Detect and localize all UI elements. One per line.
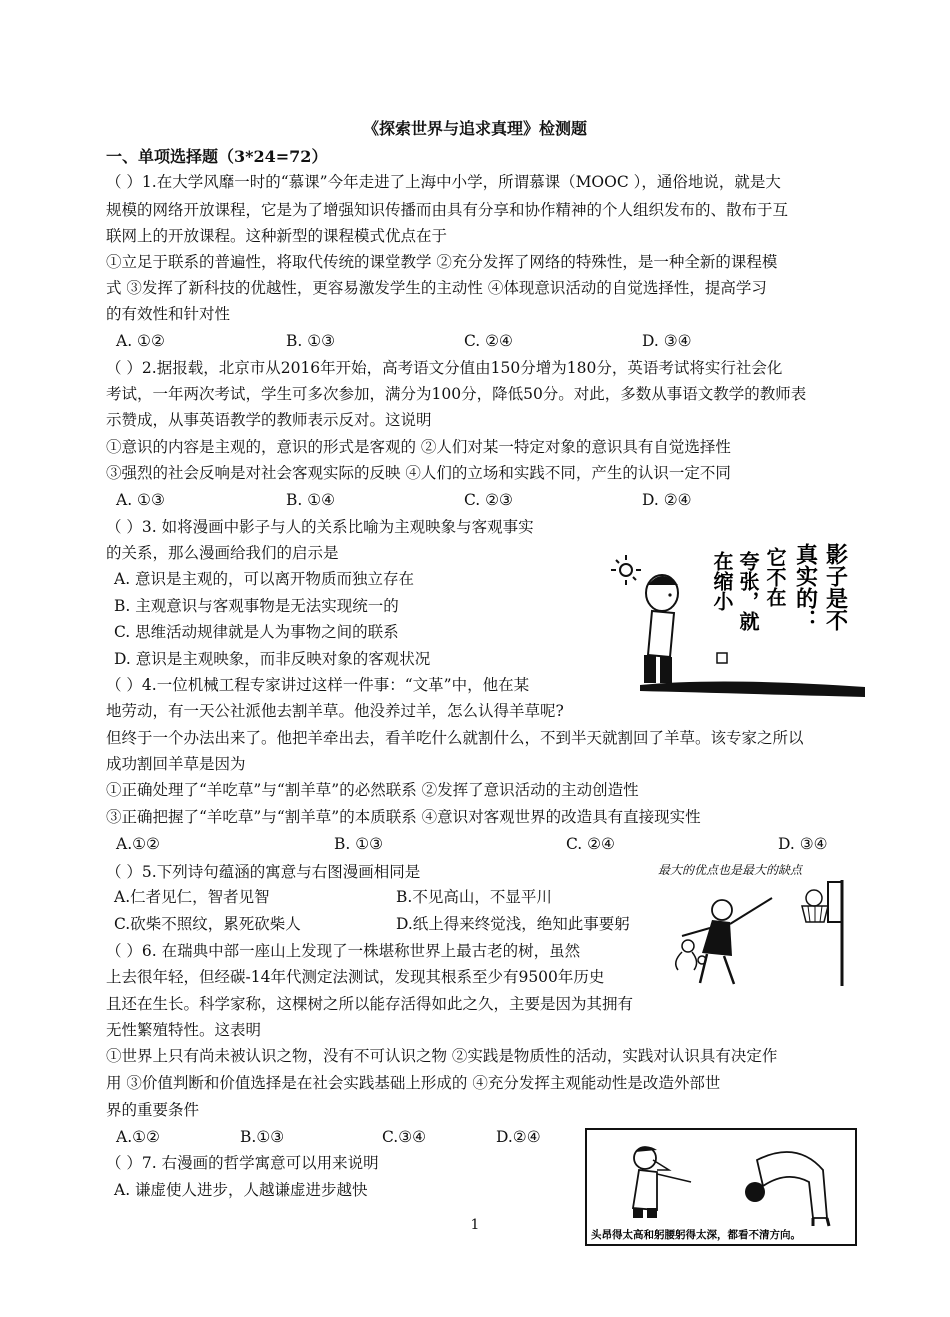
q3-line: （ ）3. 如将漫画中影子与人的关系比喻为主观映象与客观事实 bbox=[106, 518, 534, 536]
q2-option-c: C. ②③ bbox=[464, 491, 513, 509]
q4-line: （ ）4.一位机械工程专家讲过这样一件事：“文革”中，他在某 bbox=[106, 676, 530, 694]
cartoon-text-col4: 夸张，就 bbox=[736, 551, 760, 631]
q3-option-a: A. 意识是主观的，可以离开物质而独立存在 bbox=[114, 570, 415, 588]
q2-line: ①意识的内容是主观的，意识的形式是客观的 ②人们对某一特定对象的意识具有自觉选择性 bbox=[106, 438, 731, 456]
cartoon-caption: 最大的优点也是最大的缺点 bbox=[658, 863, 803, 877]
q1-option-c: C. ②④ bbox=[464, 332, 513, 350]
q6-line: 且还在生长。科学家称，这棵树之所以能存活得如此之久，主要是因为其拥有 bbox=[106, 995, 634, 1013]
q4-line: ①正确处理了“羊吃草”与“割羊草”的必然联系 ②发挥了意识活动的主动创造性 bbox=[106, 781, 639, 799]
q2-option-b: B. ①④ bbox=[286, 491, 336, 509]
q5-option-d: D.纸上得来终觉浅，绝知此事要躬 bbox=[396, 915, 630, 933]
page-number: 1 bbox=[470, 1217, 480, 1233]
q4-option-b: B. ①③ bbox=[334, 835, 384, 853]
q1-option-d: D. ③④ bbox=[642, 332, 692, 350]
q3-line: 的关系，那么漫画给我们的启示是 bbox=[106, 544, 339, 562]
q6-line: 上去很年轻，但经碳-14年代测定法测试，发现其根系至少有9500年历史 bbox=[106, 968, 605, 986]
cartoon-text-col1: 影子是不 bbox=[822, 543, 848, 631]
q2-option-d: D. ②④ bbox=[642, 491, 692, 509]
q5-option-c: C.砍柴不照纹，累死砍柴人 bbox=[114, 915, 301, 933]
basketball-cartoon bbox=[652, 858, 864, 988]
cartoon-text-col3: 它不在 bbox=[763, 547, 787, 607]
q1-option-b: B. ①③ bbox=[286, 332, 336, 350]
q6-option-d: D.②④ bbox=[496, 1128, 541, 1146]
q7-option-a: A. 谦虚使人进步，人越谦虚进步越快 bbox=[114, 1181, 368, 1199]
q3-option-c: C. 思维活动规律就是人为事物之间的联系 bbox=[114, 623, 399, 641]
q2-option-a: A. ①③ bbox=[116, 491, 165, 509]
q5-line: （ ）5.下列诗句蕴涵的寓意与右图漫画相同是 bbox=[106, 863, 421, 881]
q5-option-a: A.仁者见仁，智者见智 bbox=[114, 888, 270, 906]
q7-line: （ ）7. 右漫画的哲学寓意可以用来说明 bbox=[106, 1154, 379, 1172]
q2-line: （ ）2.据报载，北京市从2016年开始，高考语文分值由150分增为180分，英语考试将实行社会化 bbox=[106, 359, 783, 377]
q1-line: （ ）1.在大学风靡一时的“慕课”今年走进了上海中小学，所谓慕课（MOOC ），通俗地说，就是大 bbox=[106, 173, 781, 191]
q6-option-b: B.①③ bbox=[240, 1128, 285, 1146]
q1-line: 式 ③发挥了新科技的优越性，更容易激发学生的主动性 ④体现意识活动的自觉选择性，提高学习 bbox=[106, 279, 767, 297]
shadow-cartoon bbox=[600, 515, 868, 700]
section-heading: 一、单项选择题（3*24=72） bbox=[106, 147, 328, 166]
q2-line: 示赞成，从事英语教学的教师表示反对。这说明 bbox=[106, 411, 432, 429]
q6-line: （ ）6. 在瑞典中部一座山上发现了一株堪称世界上最古老的树，虽然 bbox=[106, 942, 581, 960]
q1-option-a: A. ①② bbox=[116, 332, 165, 350]
q4-option-a: A.①② bbox=[116, 835, 160, 853]
q1-line: 规模的网络开放课程，它是为了增强知识传播而由具有分享和协作精神的个人组织发布的、散布于互 bbox=[106, 201, 789, 219]
q6-option-c: C.③④ bbox=[382, 1128, 427, 1146]
q1-line: ①立足于联系的普遍性，将取代传统的课堂教学 ②充分发挥了网络的特殊性，是一种全新的课程模 bbox=[106, 253, 778, 271]
q2-line: 考试，一年两次考试，学生可多次参加，满分为100分，降低50分。对此，多数从事语文教学的教师表 bbox=[106, 385, 807, 403]
q6-line: 无性繁殖特性。这表明 bbox=[106, 1021, 262, 1039]
q4-option-d: D. ③④ bbox=[778, 835, 828, 853]
q1-line: 的有效性和针对性 bbox=[106, 305, 231, 323]
cartoon-caption: 头昂得太高和躬腰躬得太深，都看不清方向。 bbox=[591, 1229, 801, 1241]
q6-line: 用 ③价值判断和价值选择是在社会实践基础上形成的 ④充分发挥主观能动性是改造外部世 bbox=[106, 1074, 721, 1092]
q4-line: 但终于一个办法出来了。他把羊牵出去，看羊吃什么就割什么，不到半天就割回了羊草。该专家之所以 bbox=[106, 729, 804, 747]
q6-line: ①世界上只有尚未被认识之物，没有不可认识之物 ②实践是物质性的活动，实践对认识具有决定作 bbox=[106, 1047, 778, 1065]
q3-option-b: B. 主观意识与客观事物是无法实现统一的 bbox=[114, 597, 399, 615]
q1-line: 联网上的开放课程。这种新型的课程模式优点在于 bbox=[106, 227, 448, 245]
q4-line: 成功割回羊草是因为 bbox=[106, 755, 246, 773]
q6-option-a: A.①② bbox=[116, 1128, 160, 1146]
q4-line: ③正确把握了“羊吃草”与“割羊草”的本质联系 ④意识对客观世界的改造具有直接现实性 bbox=[106, 808, 701, 826]
q2-line: ③强烈的社会反响是对社会客观实际的反映 ④人们的立场和实践不同，产生的认识一定不同 bbox=[106, 464, 731, 482]
q4-option-c: C. ②④ bbox=[566, 835, 615, 853]
q5-option-b: B.不见高山，不显平川 bbox=[396, 888, 552, 906]
q6-line: 界的重要条件 bbox=[106, 1101, 200, 1119]
cartoon-text-col2: 真实的： bbox=[792, 543, 818, 631]
q3-option-d: D. 意识是主观映象，而非反映对象的客观状况 bbox=[114, 650, 431, 668]
q4-line: 地劳动，有一天公社派他去割羊草。他没养过羊，怎么认得羊草呢? bbox=[106, 702, 564, 720]
cartoon-text-col5: 在缩小 bbox=[710, 551, 734, 611]
page-title: 《探索世界与追求真理》检测题 bbox=[362, 119, 587, 138]
